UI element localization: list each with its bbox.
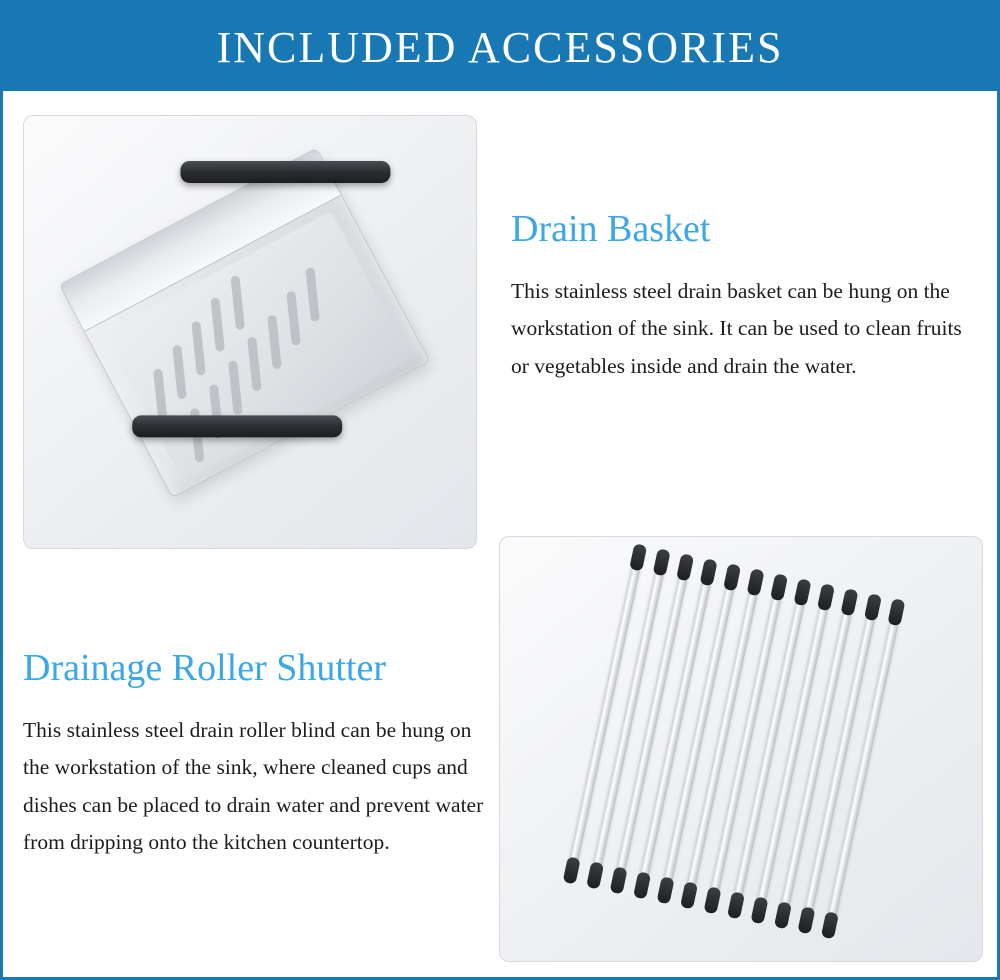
drainage-roller-shutter-photo xyxy=(499,536,983,962)
roller-shutter-description: This stainless steel drain roller blind can be hung on the workstation of the sink, where cleaned cups and dishes can be placed to drain water and prevent water from dripping onto the kitchen countertop. xyxy=(23,717,484,855)
basket-handle-top xyxy=(180,161,390,183)
page-title: INCLUDED ACCESSORIES xyxy=(216,22,784,72)
header-band xyxy=(3,3,997,91)
drain-basket-illustration xyxy=(24,116,476,548)
drain-basket-title: Drain Basket xyxy=(511,208,711,250)
basket-inner xyxy=(59,148,430,499)
roller-body xyxy=(559,536,934,962)
roller-shutter-title: Drainage Roller Shutter xyxy=(23,647,387,689)
basket-handle-bottom xyxy=(132,415,342,437)
drain-basket-description: This stainless steel drain basket can be hung on the workstation of the sink. It can be used to clean fruits or vegetables inside and drain the water. xyxy=(511,278,962,378)
drain-basket-text-block xyxy=(511,209,973,385)
drain-basket-photo xyxy=(23,115,477,549)
roller-shutter-text-block xyxy=(23,648,493,861)
basket-body xyxy=(29,116,461,536)
roller-shutter-illustration xyxy=(500,537,982,961)
